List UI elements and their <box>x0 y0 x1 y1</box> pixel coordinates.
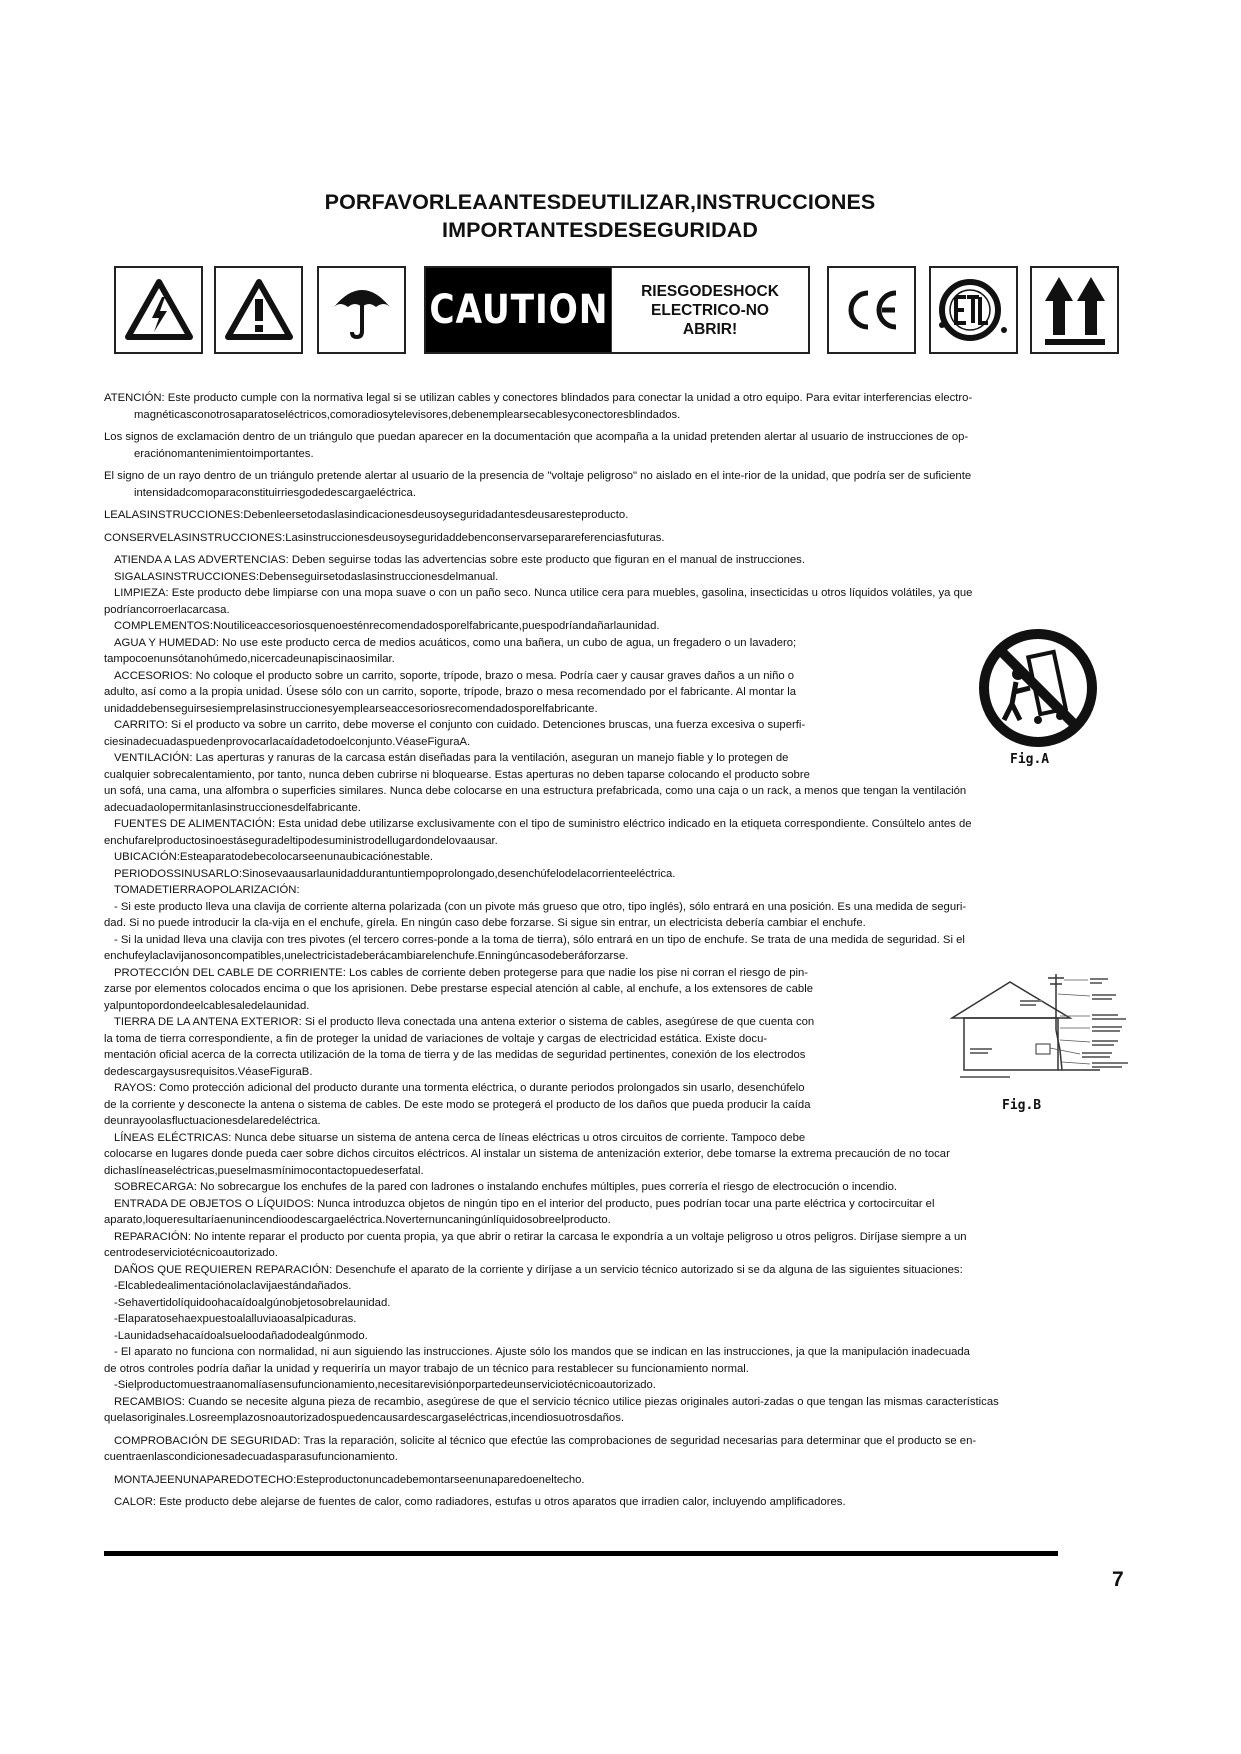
paragraph-exclamation-sign: Los signos de exclamación dentro de un triángulo que puedan aparecer en la documentación que acompaña a la unidad pretenden alertar al usuario de instrucciones de op- eraciónomantenimientoimportantes. <box>104 431 969 460</box>
paragraph-follow-instructions: SIGALASINSTRUCCIONES:Debenseguirsetodaslasinstruccionesdelmanual. <box>114 570 499 583</box>
safety-instructions <box>104 390 1134 1511</box>
orientation-symbol-box <box>1030 266 1119 354</box>
paragraph-location: UBICACIÓN:Esteaparatodebecolocarseenunaubicaciónestable. <box>114 851 434 863</box>
title-line-1: PORFAVORLEAANTESDEUTILIZAR,INSTRUCCIONES <box>324 190 876 214</box>
paragraph-heat: CALOR: Este producto debe alejarse de fuentes de calor, como radiadores, estufas u otros aparatos que irradien calor, incluyendo amplificadores. <box>114 1496 846 1508</box>
title-line-2: IMPORTANTESDESEGURIDAD <box>442 218 758 242</box>
list-item-abnormal-operation: - El aparato no funciona con normalidad, ni aun siguiendo las instrucciones. Ajuste sólo los mandos que se indican en las instrucciones, ja que la manipulación inadecuada de otros controles podría dañar la unidad y requeriría un mayor trabajo de un técnico para restablecer su funcionamiento normal. <box>104 1346 970 1375</box>
paragraph-damage-requiring-service: DAÑOS QUE REQUIEREN REPARACIÓN: Desenchufe el aparato de la corriente y diríjase a un servicio técnico autorizado si se da alguna de las siguientes situaciones: <box>114 1263 963 1276</box>
paragraph-ventilation: VENTILACIÓN: Las aperturas y ranuras de la carcasa están diseñadas para la ventilación, aseguran un manejo fiable y lo protegen de cualquier sobrecalentamiento, por tanto, nunca deben cubrirse ni bloquearse. Estas aperturas no deben taparse colocando el producto sobre un sofá, una cama, una alfombra o superficies similares. Nunca debe colocarse en una estructura prefabricada, como una caja o un rack, a menos que tengan la ventilación adecuadaolopermitanlasinstruccionesdelfabricante. <box>104 752 967 814</box>
shock-warning-line-2: ELECTRICO-NO <box>651 301 769 319</box>
paragraph-read-instructions: LEALASINSTRUCCIONES:Debenleersetodaslasindicacionesdeusoyseguridadantesdeusaresteproducto. <box>104 509 629 521</box>
etl-symbol-box <box>929 266 1018 354</box>
ce-mark-icon <box>840 285 904 335</box>
exclamation-symbol-box <box>214 266 303 354</box>
lightning-symbol-box <box>114 266 203 354</box>
paragraph-wall-mounting: MONTAJEENUNAPAREDOTECHO:Esteproductonuncadebemontarseenunaparedoeneltecho. <box>114 1473 585 1486</box>
paragraph-keep-instructions: CONSERVELASINSTRUCCIONES:Lasinstruccionesdeusoyseguridaddebenconservarseparareferenciasfuturas. <box>104 531 665 544</box>
list-item-dropped: -Launidadsehacaídoalsueloodañadodealgúnmodo. <box>114 1329 368 1342</box>
paragraph-power-cord: PROTECCIÓN DEL CABLE DE CORRIENTE: Los cables de corriente deben protegerse para que nadie los pise ni corran el riesgo de pin- zarse por elementos colocados encima o que los aprisionen. Debe prestarse especial atención al cable, al enchufe, a los extensores de cable yalpuntopordondeelcablesaledelaunidad. <box>104 966 813 1012</box>
shock-warning-text <box>612 268 808 352</box>
caution-label <box>424 266 810 354</box>
list-item-liquid-spilled: -Sehavertidolíquidoohacaídoalgúnobjetosobrelaunidad. <box>114 1296 391 1309</box>
paragraph-attachments: COMPLEMENTOS:Noutiliceaccesoriosquenoesténrecomendadosporelfabricante,puespodríandañarlaunidad. <box>114 620 660 632</box>
paragraph-overloading: SOBRECARGA: No sobrecargue los enchufes de la pared con ladrones o instalando enchufes múltiples, pues correría el riesgo de electrocución o incendio. <box>114 1181 898 1193</box>
paragraph-lightning-sign: El signo de un rayo dentro de un triángulo pretende alertar al usuario de la presencia de "voltaje peligroso" no aislado en el inte-rior de la unidad, que podría ser de suficiente intensidadcomoparaconstituirriesgodedescargaeléctrica. <box>104 470 972 499</box>
paragraph-lightning: RAYOS: Como protección adicional del producto durante una tormenta eléctrica, o durante periodos prolongados sin usarlo, desenchúfelo de la corriente y desconecte la antena o sistema de cables. De este modo se protegerá el producto de los daños que pueda producir la caída deunrayoolasfluctuacionesdelaredeléctrica. <box>104 1082 811 1127</box>
paragraph-cart: CARRITO: Si el producto va sobre un carrito, debe moverse el conjunto con cuidado. Detenciones bruscas, una fuerza excesiva o superfi- ciesinadecuadaspuedenprovocarlacaídadetodoelconjunto.VéaseFiguraA. <box>104 719 806 748</box>
paragraph-power-sources: FUENTES DE ALIMENTACIÓN: Esta unidad debe utilizarse exclusivamente con el tipo de suministro eléctrico indicado en la etiqueta correspondiente. Consúltelo antes de enchufarelproductosinoestáseguradeltipodesuministrodellugardondelovaausar. <box>104 818 972 847</box>
exclamation-triangle-icon <box>224 277 294 343</box>
caution-badge: CAUTION <box>426 268 612 352</box>
paragraph-nonuse-periods: PERIODOSSINUSARLO:Sinosevaausarlaunidaddurantuntiempoprolongado,desenchúfelodelacorrienteeléctrica. <box>114 867 676 880</box>
paragraph-antenna-grounding: TIERRA DE LA ANTENA EXTERIOR: Si el producto lleva conectada una antena exterior o sistema de cables, asegúrese de que cuenta con la toma de tierra correspondiente, a fin de proteger la unidad de variaciones de voltaje y cargas de electricidad estática. Existe docu- mentación oficial acerca de la correcta utilización de la toma de tierra y de las medidas de seguridad pertinentes, conexión de los electrodos dedescargaysusrequisitos.VéaseFiguraB. <box>104 1016 815 1078</box>
paragraph-warnings: ATIENDA A LAS ADVERTENCIAS: Deben seguirse todas las advertencias sobre este producto que figuran en el manual de instrucciones. <box>114 554 805 566</box>
paragraph-water-moisture: AGUA Y HUMEDAD: No use este producto cerca de medios acuáticos, como una bañera, un cubo de agua, un fregadero o un lavadero; tampocoenunsótanohúmedo,nicercadeunapiscinaosimilar. <box>104 636 797 665</box>
paragraph-power-lines: LÍNEAS ELÉCTRICAS: Nunca debe situarse un sistema de antena cerca de líneas eléctricas u otros circuitos de corriente. Tampoco debe colocarse en lugares donde pueda caer sobre dichos circuitos eléctricos. Al instalar un sistema de antenización exterior, debe tomarse la extrema precaución de no tocar dichaslíneaseléctricas,pueselmasmínimocontactopuedeserfatal. <box>104 1131 950 1177</box>
paragraph-safety-check: COMPROBACIÓN DE SEGURIDAD: Tras la reparación, solicite al técnico que efectúe las comprobaciones de seguridad necesarias para determinar que el producto se en- cuentraenlascondicionesadecuadasparasufuncionamiento. <box>104 1434 977 1463</box>
list-item-performance-change: -Sielproductomuestraanomalíasensufuncionamiento,necesitarevisiónporpartedeunserviciotécnicoautorizado. <box>114 1379 656 1391</box>
paragraph-replacement-parts: RECAMBIOS: Cuando se necesite alguna pieza de recambio, asegúrese de que el servicio técnico utilice piezas originales autori-zadas o que tengan las mismas características quelasoriginales.Losreemplazosnoautorizadospuedencausardescargaseléctricas,incendiosuotrosdaños. <box>104 1395 999 1424</box>
paragraph-three-prong-plug: - Si la unidad lleva una clavija con tres pivotes (el tercero corres-ponde a la toma de tierra), sólo entrará en un tipo de enchufe. Se trata de una medida de seguridad. Si el enchufeylaclavijanosoncompatibles,unelectricistadeberácambiarelenchufe.Enningúncasodeberáforzarse. <box>104 933 965 962</box>
figure-b-label: Fig.B <box>1002 1098 1042 1113</box>
shock-warning-line-1: RIESGODESHOCK <box>641 282 779 300</box>
list-item-cord-damaged: -Elcabledealimentaciónolaclavijaestándañados. <box>114 1280 352 1292</box>
ce-symbol-box <box>827 266 916 354</box>
page-title <box>0 188 1200 244</box>
figure-a-label: Fig.A <box>1010 752 1050 767</box>
lightning-triangle-icon <box>124 277 194 343</box>
umbrella-icon <box>330 277 394 343</box>
list-item-rain-exposure: -Elaparatosehaexpuestoalalluviaoasalpicaduras. <box>114 1313 357 1325</box>
paragraph-object-entry: ENTRADA DE OBJETOS O LÍQUIDOS: Nunca introduzca objetos de ningún tipo en el interior del producto, pues podrían tocar una parte eléctrica y cortocircuitar el aparato,loqueresultaríaenunincendioodescargaeléctrica.Noverternuncaningúnlíquidosobreelproducto. <box>104 1197 935 1226</box>
paragraph-servicing: REPARACIÓN: No intente reparar el producto por cuenta propia, ya que abrir o retirar la carcasa le expondría a un voltaje peligroso u otros peligros. Diríjase siempre a un centrodeserviciotécnicoautorizado. <box>104 1230 967 1259</box>
paragraph-accessories: ACCESORIOS: No coloque el producto sobre un carrito, soporte, trípode, brazo o mesa. Podría caer y causar graves daños a un niño o adulto, así como a la propia unidad. Úsese sólo con un carrito, soporte, trípode, brazo o mesa recomendado por el fabricante. Al montar la unidaddebenseguirsesiemprelasinstruccionesyemplearseaccesoriosrecomendadosporelfabricante. <box>104 669 797 715</box>
paragraph-cleaning: LIMPIEZA: Este producto debe limpiarse con una mopa suave o con un paño seco. Nunca utilice cera para muebles, gasolina, insecticidas u otros líquidos volátiles, ya que podríancorroerlacarcasa. <box>104 587 973 616</box>
paragraph-polarized-plug: - Si este producto lleva una clavija de corriente alterna polarizada (con un pivote más grueso que otro, tipo inglés), sólo entrará en una posición. Es una medida de seguri- dad. Si no puede introducir la cla-vija en el enchufe, gírela. En ningún caso debe forzarse. Si sigue sin entrar, un electricista debería cambiar el enchufe. <box>104 900 967 929</box>
shock-warning-line-3: ABRIR! <box>682 320 738 338</box>
this-way-up-icon <box>1043 273 1107 347</box>
page-number: 7 <box>1112 1568 1124 1591</box>
paragraph-atencion: ATENCIÓN: Este producto cumple con la normativa legal si se utilizan cables y conectores blindados para conectar la unidad a otro equipo. Para evitar interferencias electro- magnéticasconotrosaparatoseléctricos,comoradiosytelevisores,debenemplearsecablesyconectoresblindados. <box>104 392 973 421</box>
footer-rule <box>104 1551 1058 1556</box>
umbrella-symbol-box <box>317 266 406 354</box>
etl-listed-icon <box>936 275 1012 345</box>
paragraph-grounding-heading: TOMADETIERRAOPOLARIZACIÓN: <box>114 884 300 896</box>
